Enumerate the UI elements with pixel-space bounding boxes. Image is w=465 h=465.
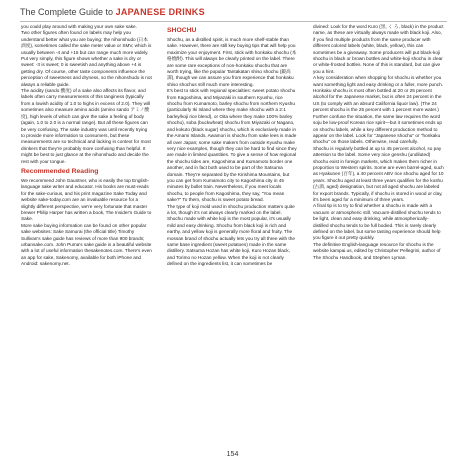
text-column-middle — [167, 24, 298, 268]
paragraph: It's best to stick with regional specialties: sweet potato shochu from Kagoshima, and Miyazaki in southern Kyushu, rice shochu from Kumamoto, barley shochu from northern Kyushu (particularly Iki Island where they make shochu with a 2:1 barley/koji rice blend), or Oita where they make 100% barley shochu), soba (buckwheat) shochu from Miyazaki or Nagano, and kokuto (black sugar) shochu, which is exclusively made in the Amami Islands. Awamori is shochu from sake lees is made all over Japan; some sake makers from outside Kyushu make very nice examples, though they can be hard to find since they are made in limited quantities. To give a sense of how regional the shochu tides are, Kagoshima and Kumamoto border one another, and in fact both used to be part of the Satsuma domain. They're separated by the Kirishima Mountains, but you can get from Kumamoto city to Kagoshima city in 45 minutes by bullet train. Nevertheless, if you meet locals shochu, to people from Kagoshima, they say, "You mean sake?" To them, shochu is sweet potato bread. — [167, 88, 297, 203]
paragraph: Two other figures often found on labels may help you understand better what you are buying: the nihonshudo (日本酒度), sometimes called the sake meter value or SMV, which is usually between -4 and +15 but can range much more widely. Put very simply, this figure shows whether a sake is dry or sweet: -3 is sweet; 0 is sweetish and anything above +4 is getting dry. Of course, other taste components influence the perception of sweetness and dryness, so the nihonshudo is not always a reliable guide. — [21, 30, 152, 87]
paragraph: The acidity (sando 酸度) of a sake also affects its flavor, and labels often carry measurements of this tanginess (typically from a lowish acidity of 1.0 to highs in excess of 2.0). They will sometimes also measure amino acids (amino sando アミノ酸度), high levels of which can give the sake a feeling of body (again, 1.0 to 2.0 is a normal range). But all these figures can be very confusing. The sake industry was until recently trying to provide more information to consumers, but these measurements are so technical and lacking in context for most drinkers that they're probably more confusing than helpful. It might be best to just glance at the nihonshudo and decide the rest with your tongue. — [21, 88, 151, 164]
paragraph: More sake buying information can be found on other popular sake websites: Sake Samurai (the official title) Timothy Sullivan's sake guide has reviews of more than 900 brands; urbansake.com. John Puma's sake guide is a beautiful website with a lot of useful information thesakenotes.com. There's even an app for sake, Sakenomy, available for both iPhone and Android: sakenomy.net. — [21, 222, 152, 267]
book-title: JAPANESE DRINKS — [115, 7, 205, 17]
paragraph: Shochu, as a distilled spirit, is much more shelf-stable than sake. However, there are still key buying tips that will help you maximize your enjoyment. First, stick with honkaku shochu (本格焼酎). This will always be clearly printed on the label. There are some rare exceptions of non-honkaku shochu that are worth trying, like the popular Tantakatan shiso shochu (鍛高譚), though we can assure you from experience that honkaku shiso shochus still much more interesting. — [167, 37, 297, 87]
paragraph: We recommend John Gauntner, who is easily the top English-language sake writer and educator. His books are must-reads for the sake-curious, and his print magazine Sake Today and website sake-today.com are an invaluable resource for a slightly different perspective, we're very fortunate that master brewer Philip Harper has written a book, The Insider's Guide to Sake. — [21, 177, 152, 222]
paragraph: The type of koji mold used in shochu production matters quite a lot, though it's not always clearly marked on the label. Shochu made with white koji is the most popular, it's usually mild and easy drinking. Shochu from black koji is rich and earthy, and yellow koji is generally more floral and fruity. The mossan brand of shochu actually lets you try all three with the same base ingredient (sweet potatoes) made in the same distillery. Satsuma Hozan has white koji, Kuro Hozan black, and Torimo no Hozan yellow. When the koji is not clearly defined on the ingredients list, it can sometimes be — [167, 203, 295, 267]
paragraph: you could play around with making your own sake sake. — [21, 24, 137, 29]
book-series-title: The Complete Guide to — [20, 7, 116, 17]
paragraph: A final tip is to try to find whether a shochu is made with a vacuum or atmospheric still. Vacuum-distilled shochu tends to be light, clean and easy drinking, while atmospherically-distilled shochu tends to be full bodied. This is rarely clearly defined on the label, but some tasting experience should help you figure it out pretty quickly. — [313, 203, 441, 241]
section-heading-recommended-reading: Recommended Reading — [21, 167, 99, 175]
paragraph: The definitive English-language resource for shochu is the website kampai.us, edited by Christopher Pellegrini, author of The Shochu Handbook, and Stephen Lyman. — [313, 241, 441, 260]
section-heading-shochu: SHOCHU — [167, 27, 197, 34]
text-column-right — [313, 24, 444, 261]
text-column-left — [21, 24, 152, 268]
header-rule — [20, 21, 447, 22]
paragraph: Shochu is regularly bottled at up to 45 percent alcohol, so pay attention to the label. Some very nice genshu (undiluted) shochu exist in foreign markets, which makes them richer in proportion to Western spirits. Some are even barrel-aged, such as Hyakunen (百年), a 40 percent ABV rice shochu aged for 10 years. Shochu aged at least three years qualifies for the koshu (古酒, aged) designation, but not all aged shochu are labeled for export brands. Typically, if shochu is stored in wood or clay, it's been aged for a minimum of three years. — [313, 145, 444, 202]
paragraph: A key consideration when shopping for shochu is whether you want something light and easy drinking or a fuller, more punch. Honkaku shochu is most often bottled at 20 or 25 percent alcohol for the Japanese market, but is often 24 percent in the US (to comply with an absurd California liquor law). (The 24 percent shochu is the 25 percent with 1 percent more water.) Further confuse the situation, the same law requires the word soju be low-proof Korean rice spirit—but it sometimes ends up on shochu labels, while a key different production method to appear on the label. Look for "Japanese shochu" or "honkaku shochu" on those labels. Otherwise, read carefully. — [313, 75, 444, 145]
page-number: 154 — [226, 451, 239, 458]
paragraph: divined: Look for the word Kuro (黒, く ろ, black) in the product name, as these are virtually always made with black koji. Also, if you find multiple products from the same producer with different colored labels (white, black, yellow), this can sometimes be a giveaway. Some producers will put black-koji shochu in black or brown bottles and white-koji shochu in clear or white-frosted bottles. None of this is standard, but can give you a hint. — [313, 24, 444, 74]
running-header — [20, 6, 447, 19]
